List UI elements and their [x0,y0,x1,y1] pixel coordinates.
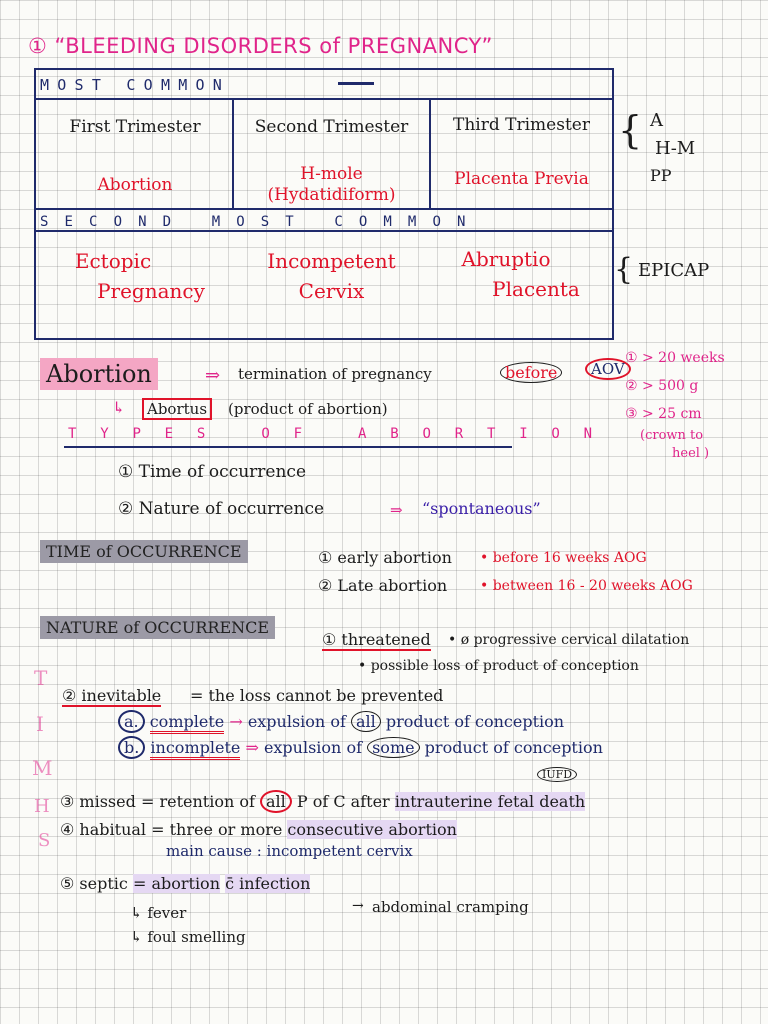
abortion-term-text: Abortion [40,358,158,390]
nature-inevitable: ② inevitable [62,686,162,705]
time-late-def: • between 16 - 20 weeks AOG [480,578,693,594]
margin-m: M [32,756,53,780]
iufd-badge: IUFD [537,768,577,781]
abortion-definition: termination of pregnancy [238,365,432,383]
mnemonic-pp: PP [650,166,672,185]
time-label: TIME of OCCURRENCE [40,542,248,561]
nature-threatened: ① threatened [322,630,431,649]
mnemonic-hm: H-M [655,138,696,159]
incomplete-row: b. incomplete ⇒ expulsion of some product of conception [118,738,603,757]
abortion-aov: AOV [585,360,631,378]
nature-threatened-def: • ø progressive cervical dilatation [448,632,690,648]
criteria-1: ① > 20 weeks [625,350,725,366]
habitual-row: ④ habitual = three or more consecutive abortion [60,820,457,839]
brace-left-icon-2: { [614,252,634,287]
septic-cramping: abdominal cramping [372,898,529,916]
abortus-definition: (product of abortion) [228,400,388,418]
margin-i: I [36,712,44,736]
page-title: ① “BLEEDING DISORDERS of PREGNANCY” [28,34,493,58]
habitual-cause: main cause : incompetent cervix [166,842,413,860]
nature-threatened-def2: • possible loss of product of conception [358,658,639,674]
criteria-4: (crown to [640,428,704,443]
abortion-term [40,360,158,388]
header-first-trimester: First Trimester [69,117,201,137]
types-spontaneous: “spontaneous” [422,499,541,518]
time-early-def: • before 16 weeks AOG [480,550,647,566]
time-late: ② Late abortion [318,576,448,595]
second-trimester-most: H-mole [300,164,363,184]
brace-left-icon: { [618,108,643,152]
second-trimester-second-1: Incompetent [267,249,396,273]
nature-label: NATURE of OCCURRENCE [40,618,275,637]
abortion-before: before [500,363,562,382]
time-early: ① early abortion [318,548,452,567]
abortus-term: Abortus [142,400,212,418]
first-trimester-most: Abortion [97,175,173,195]
arrow-right-icon-2: ⇒ [390,501,403,519]
margin-t: T [34,666,48,690]
first-trimester-second-1: Ectopic [74,249,152,273]
septic-fever: ↳ fever [130,904,187,922]
first-trimester-second-2: Pregnancy [97,279,205,303]
mnemonic-epicap: EPICAP [638,260,710,281]
types-item-time: ① Time of occurrence [118,462,307,482]
mnemonic-a: A [650,110,663,131]
criteria-2: ② > 500 g [625,378,699,394]
third-trimester-most: Placenta Previa [454,169,589,189]
septic-row: ⑤ septic = abortion c̄ infection [60,874,311,893]
second-trimester-most-sub: (Hydatidiform) [267,185,396,205]
margin-s: S [38,830,51,851]
most-common-label: MOST COMMON [40,76,231,94]
nature-inevitable-def: = the loss cannot be prevented [190,686,444,705]
arrow-right-icon: ⇒ [205,365,221,386]
types-item-nature: ② Nature of occurrence [118,499,325,519]
trimester-table [34,68,614,340]
most-common-dash [338,82,374,85]
second-most-common-label: SECOND MOST COMMON [40,214,482,230]
complete-row: a. complete → expulsion of all product of conception [118,712,564,731]
header-third-trimester: Third Trimester [453,115,590,135]
types-heading: TYPES OF ABORTION [68,426,616,442]
margin-h: H [34,796,50,817]
missed-row: ③ missed = retention of all P of C after intrauterine fetal death [60,792,586,811]
septic-foul: ↳ foul smelling [130,928,246,946]
third-trimester-second-2: Placenta [492,277,580,301]
second-trimester-second-2: Cervix [298,279,365,303]
criteria-5: heel ) [672,446,710,461]
sub-arrow-icon: ↳ [112,398,126,417]
criteria-3: ③ > 25 cm [625,406,702,422]
third-trimester-second-1: Abruptio [461,247,551,271]
arrow-right-icon-3: → [352,898,364,914]
header-second-trimester: Second Trimester [254,117,409,137]
types-rule [64,446,512,448]
